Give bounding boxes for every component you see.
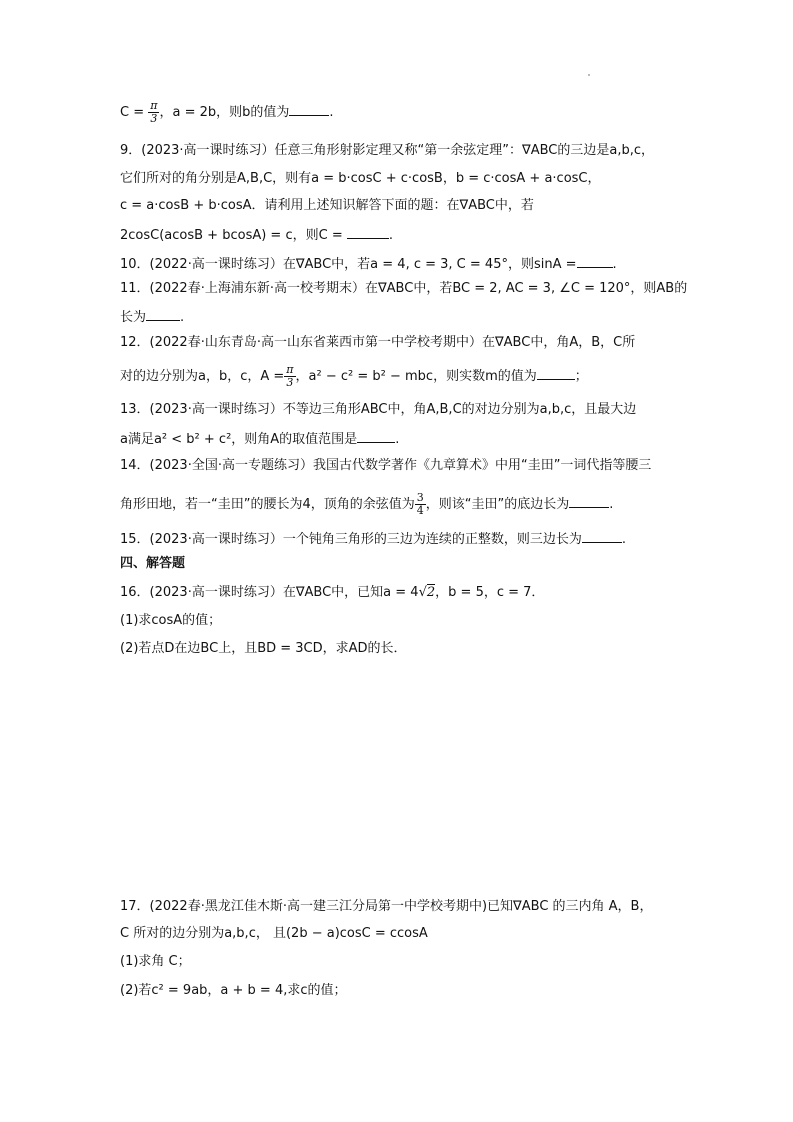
q14-line2-mid: ，则该“圭田”的底边长为 <box>425 497 570 512</box>
q10-answer-blank[interactable] <box>577 253 613 268</box>
q8-answer-blank[interactable] <box>289 101 329 116</box>
q15-line <box>120 528 626 549</box>
q13-end: . <box>395 432 400 447</box>
q17-part1: (1)求角 C； <box>120 954 191 969</box>
q10-end: . <box>612 257 617 272</box>
q16-sqrt-radicand: 2 <box>426 585 436 600</box>
q15-end: . <box>621 532 626 547</box>
q9-line4 <box>120 224 393 245</box>
q8-end: . <box>329 105 334 120</box>
q10-line <box>120 253 617 274</box>
q12-frac-den: 3 <box>286 376 294 389</box>
q16-part2: (2)若点D在边BC上，且BD = 3CD，求AD的长． <box>120 641 407 656</box>
q8-mid: ，a = 2b，则b的值为 <box>159 105 290 120</box>
q11-end: . <box>180 310 185 325</box>
q13-answer-blank[interactable] <box>357 428 395 443</box>
q17-line2: C 所对的边分别为a,b,c， 且(2b − a)cosC = ccosA <box>120 926 428 941</box>
q13-line1: 13．(2023·高一课时练习）不等边三角形ABC中，角A,B,C的对边分别为a,b,c，且最大边 <box>120 402 637 417</box>
q14-line1: 14．(2023·全国·高一专题练习）我国古代数学著作《九章算术》中用“圭田”一词代指等腰三 <box>120 458 652 473</box>
q16-line1 <box>120 584 544 602</box>
q15-text: 15．(2023·高一课时练习）一个钝角三角形的三边为连续的正整数，则三边长为 <box>120 532 582 547</box>
q9-end: . <box>388 228 393 243</box>
q17-line1: 17．(2022春·黑龙江佳木斯·高一建三江分局第一中学校考期中)已知∇ABC 的三内角 A，B， <box>120 899 653 914</box>
q17-part2: (2)若c² = 9ab，a + b = 4,求c的值； <box>120 983 347 998</box>
q14-end: . <box>609 497 614 512</box>
q14-fraction <box>415 492 426 517</box>
q12-line2 <box>120 364 588 389</box>
q14-frac-den: 4 <box>416 504 424 517</box>
q14-line2-text: 角形田地，若一“圭田”的腰长为4，顶角的余弦值为 <box>120 497 415 512</box>
q8-frac-den: 3 <box>150 112 158 125</box>
q11-answer-blank[interactable] <box>146 306 180 321</box>
q14-answer-blank[interactable] <box>569 493 609 508</box>
q12-line2-mid: ，a² − c² = b² − mbc，则实数m的值为 <box>295 369 537 384</box>
q14-frac-num: 3 <box>416 491 424 504</box>
q11-line1: 11．(2022春·上海浦东新·高一校考期末）在∇ABC中，若BC = 2, AC = 3, ∠C = 120°，则AB的 <box>120 281 688 296</box>
q12-frac-num: π <box>286 363 294 376</box>
q8-prefix: C = <box>120 105 149 120</box>
q12-line1: 12．(2022春·山东青岛·高一山东省莱西市第一中学校考期中）在∇ABC中，角A，B，C所 <box>120 335 636 350</box>
q8-frac-num: π <box>150 99 158 112</box>
q8-tail-line <box>120 100 334 125</box>
q15-answer-blank[interactable] <box>582 528 622 543</box>
q8-fraction <box>148 100 159 125</box>
q11-line2 <box>120 306 184 327</box>
q16-sqrt: √2 <box>418 585 436 600</box>
scan-dot <box>588 74 590 76</box>
q10-text: 10．(2022·高一课时练习）在∇ABC中，若a = 4, c = 3, C = 45°，则sinA = <box>120 257 577 272</box>
q16-part1: (1)求cosA的值； <box>120 613 222 628</box>
q16-line1-end: ，b = 5，c = 7． <box>435 585 545 600</box>
q12-line2-text: 对的边分别为a，b，c，A = <box>120 369 285 384</box>
q9-answer-blank[interactable] <box>347 224 389 239</box>
q9-line1: 9．(2023·高一课时练习）任意三角形射影定理又称“第一余弦定理”：∇ABC的三边是a,b,c， <box>120 143 655 158</box>
q13-line2-text: a满足a² < b² + c²，则角A的取值范围是 <box>120 432 358 447</box>
q12-end: ； <box>574 369 588 384</box>
q9-line2: 它们所对的角分别是A,B,C，则有a = b·cosC + c·cosB，b = c·cosA + a·cosC， <box>120 171 601 186</box>
section-title: 四、解答题 <box>120 556 186 571</box>
q13-line2 <box>120 428 399 449</box>
q12-answer-blank[interactable] <box>537 365 575 380</box>
q12-fraction <box>284 364 295 389</box>
q9-line4-text: 2cosC(acosB + bcosA) = c，则C = <box>120 228 343 243</box>
q9-line3: c = a·cosB + b·cosA．请利用上述知识解答下面的题：在∇ABC中，若 <box>120 198 534 213</box>
q11-line2-text: 长为 <box>120 310 147 325</box>
q14-line2 <box>120 492 613 517</box>
q16-line1-text: 16．(2023·高一课时练习）在∇ABC中，已知a = 4 <box>120 585 419 600</box>
